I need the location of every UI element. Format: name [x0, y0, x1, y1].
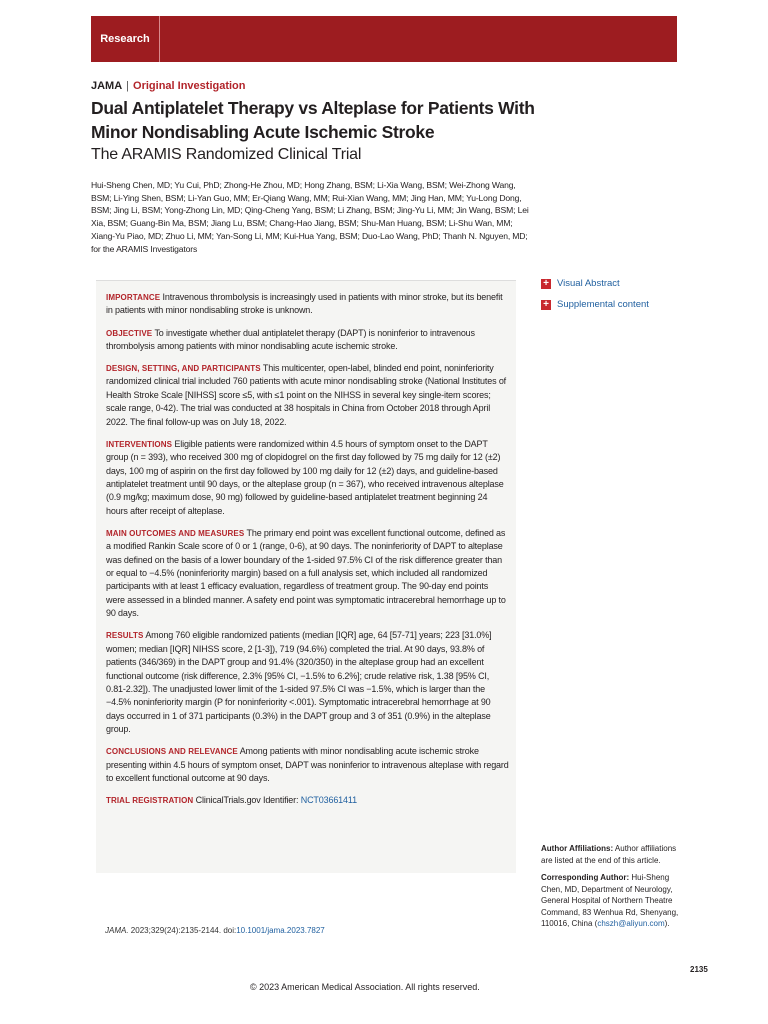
journal-line	[91, 80, 246, 92]
author-affiliations: Author Affiliations: Author affiliations are listed at the end of this article. Corresponding Author: Hui-Sheng Chen, MD, Department of Neurology, General Hospital of Northern Theatre Command, 83 Wenhua Rd, Shenyang, 110016, China (chszh@aliyun.com).	[541, 844, 679, 928]
section-banner	[91, 16, 677, 62]
abstract-outcomes: MAIN OUTCOMES AND MEASURES The primary end point was excellent functional outcome, defined as a modified Rankin Scale score of 0 or 1 (range, 0-6), at 90 days. The noninferiority of DAPT to alteplase was defined on the basis of a lower boundary of the 1-sided 97.5% CI of the risk difference greater than or equal to −4.5% (noninferiority margin) based on a full analysis set, which included all randomized participants with at least 1 efficacy evaluation, regardless of treatment group. The 90-day end points were assessed in a blinded manner. A safety end point was symptomatic intracerebral hemorrhage up to 90 days.	[106, 527, 506, 619]
abstract-interventions: INTERVENTIONS Eligible patients were randomized within 4.5 hours of symptom onset to the DAPT group (n = 393), who received 300 mg of clopidogrel on the first day followed by 75 mg daily for 12 (±2) days, 100 mg of aspirin on the first day followed by 100 mg daily for 12 (±2) days, and guideline-based antiplatelet treatment until 90 days, or the alteplase group (n = 367), who received intravenous alteplase (0.9 mg/kg; maximum dose, 90 mg) followed by guideline-based antiplatelet treatment beginning 24 hours after receipt of alteplase.	[106, 438, 504, 516]
trial-id-link[interactable]: NCT03661411	[300, 795, 357, 806]
abstract-box	[96, 280, 516, 873]
copyright: © 2023 American Medical Association. All rights reserved.	[250, 982, 480, 992]
article-section: Original Investigation	[133, 80, 246, 92]
banner-label: Research	[91, 16, 160, 62]
plus-icon: +	[541, 300, 551, 310]
citation-journal: JAMA.	[105, 926, 129, 935]
doi-link[interactable]: 10.1001/jama.2023.7827	[236, 926, 325, 935]
abstract-conclusions: CONCLUSIONS AND RELEVANCE Among patients with minor nondisabling acute ischemic stroke presenting within 4.5 hours of symptom onset, DAPT was noninferior to intravenous alteplase with regard to excellent functional outcome at 90 days.	[106, 746, 509, 784]
abstract-registration: TRIAL REGISTRATION ClinicalTrials.gov Identifier: NCT03661411	[106, 795, 357, 806]
supplemental-label: Supplemental content	[557, 299, 649, 310]
email-link[interactable]: chszh@aliyun.com	[597, 919, 665, 928]
citation-line	[105, 926, 325, 935]
supplemental-content-link[interactable]	[541, 294, 649, 315]
journal-name: JAMA	[91, 80, 123, 92]
journal-separator: |	[126, 80, 130, 92]
abstract-objective: OBJECTIVE To investigate whether dual antiplatelet therapy (DAPT) is noninferior to intravenous thrombolysis among patients with minor nondisabling acute ischemic stroke.	[106, 327, 475, 351]
abstract-results: RESULTS Among 760 eligible randomized patients (median [IQR] age, 64 [57-71] years; 223 [31.0%] women; median [IQR] NIHSS score, 2 [1-3]), 719 (94.6%) completed the trial. At 90 days, 93.8% of patients (346/369) in the DAPT group and 91.4% (320/350) in the alteplase group had an excellent functional outcome (risk difference, 2.3% [95% CI, −1.5% to 6.2%]; crude relative risk, 1.38 [95% CI, 0.81-2.32]). The unadjusted lower limit of the 1-sided 97.5% CI was −1.5%, which is larger than the −4.5% noninferiority margin (P for noninferiority <.001). Symptomatic intracerebral hemorrhage at 90 days occurred in 1 of 371 participants (0.3%) in the DAPT group and 3 of 351 (0.9%) in the alteplase group.	[106, 630, 492, 735]
article-subtitle: The ARAMIS Randomized Clinical Trial	[91, 146, 362, 163]
article-title: Dual Antiplatelet Therapy vs Alteplase for Patients With Minor Nondisabling Acute Ischemic Stroke	[91, 98, 535, 142]
visual-abstract-link[interactable]	[541, 273, 649, 294]
author-list: Hui-Sheng Chen, MD; Yu Cui, PhD; Zhong-He Zhou, MD; Hong Zhang, BSM; Li-Xia Wang, BSM; Wei-Zhong Wang, BSM; Li-Ying Shen, BSM; Li-Yan Guo, MM; Er-Qiang Wang, MM; Rui-Xian Wang, MM; Jing Han, MM; Yu-Long Dong, BSM; Jing Li, BSM; Yong-Zhong Lin, MD; Qing-Cheng Yang, BSM; Li Zhang, BSM; Jing-Yu Li, MM; Jin Wang, BSM; Lei Xia, BSM; Guang-Bin Ma, BSM; Jiang Lu, BSM; Chang-Hao Jiang, BSM; Shu-Man Huang, BSM; Li-Shu Wan, MM; Xiang-Yu Piao, MD; Zhuo Li, MM; Yan-Song Li, MM; Kui-Hua Yang, BSM; Duo-Lao Wang, PhD; Thanh N. Nguyen, MD; for the ARAMIS Investigators	[91, 180, 529, 254]
citation-ref: 2023;329(24):2135-2144. doi:	[130, 926, 237, 935]
plus-icon: +	[541, 279, 551, 289]
abstract-importance: IMPORTANCE Intravenous thrombolysis is increasingly used in patients with minor stroke, but its benefit in patients with minor nondisabling stroke is unknown.	[106, 292, 503, 316]
page-number: 2135	[690, 965, 708, 974]
article-links	[541, 273, 649, 315]
visual-abstract-label: Visual Abstract	[557, 278, 620, 289]
abstract-design: DESIGN, SETTING, AND PARTICIPANTS This multicenter, open-label, blinded end point, noninferiority randomized clinical trial included 760 patients with acute minor nondisabling stroke (National Institutes of Health Stroke Scale [NIHSS] score ≤5, with ≤1 point on the NIHSS in several key single-item scores; scale range, 0-42). The trial was conducted at 38 hospitals in China from October 2018 through April 2022. The final follow-up was on July 18, 2022.	[106, 363, 507, 427]
